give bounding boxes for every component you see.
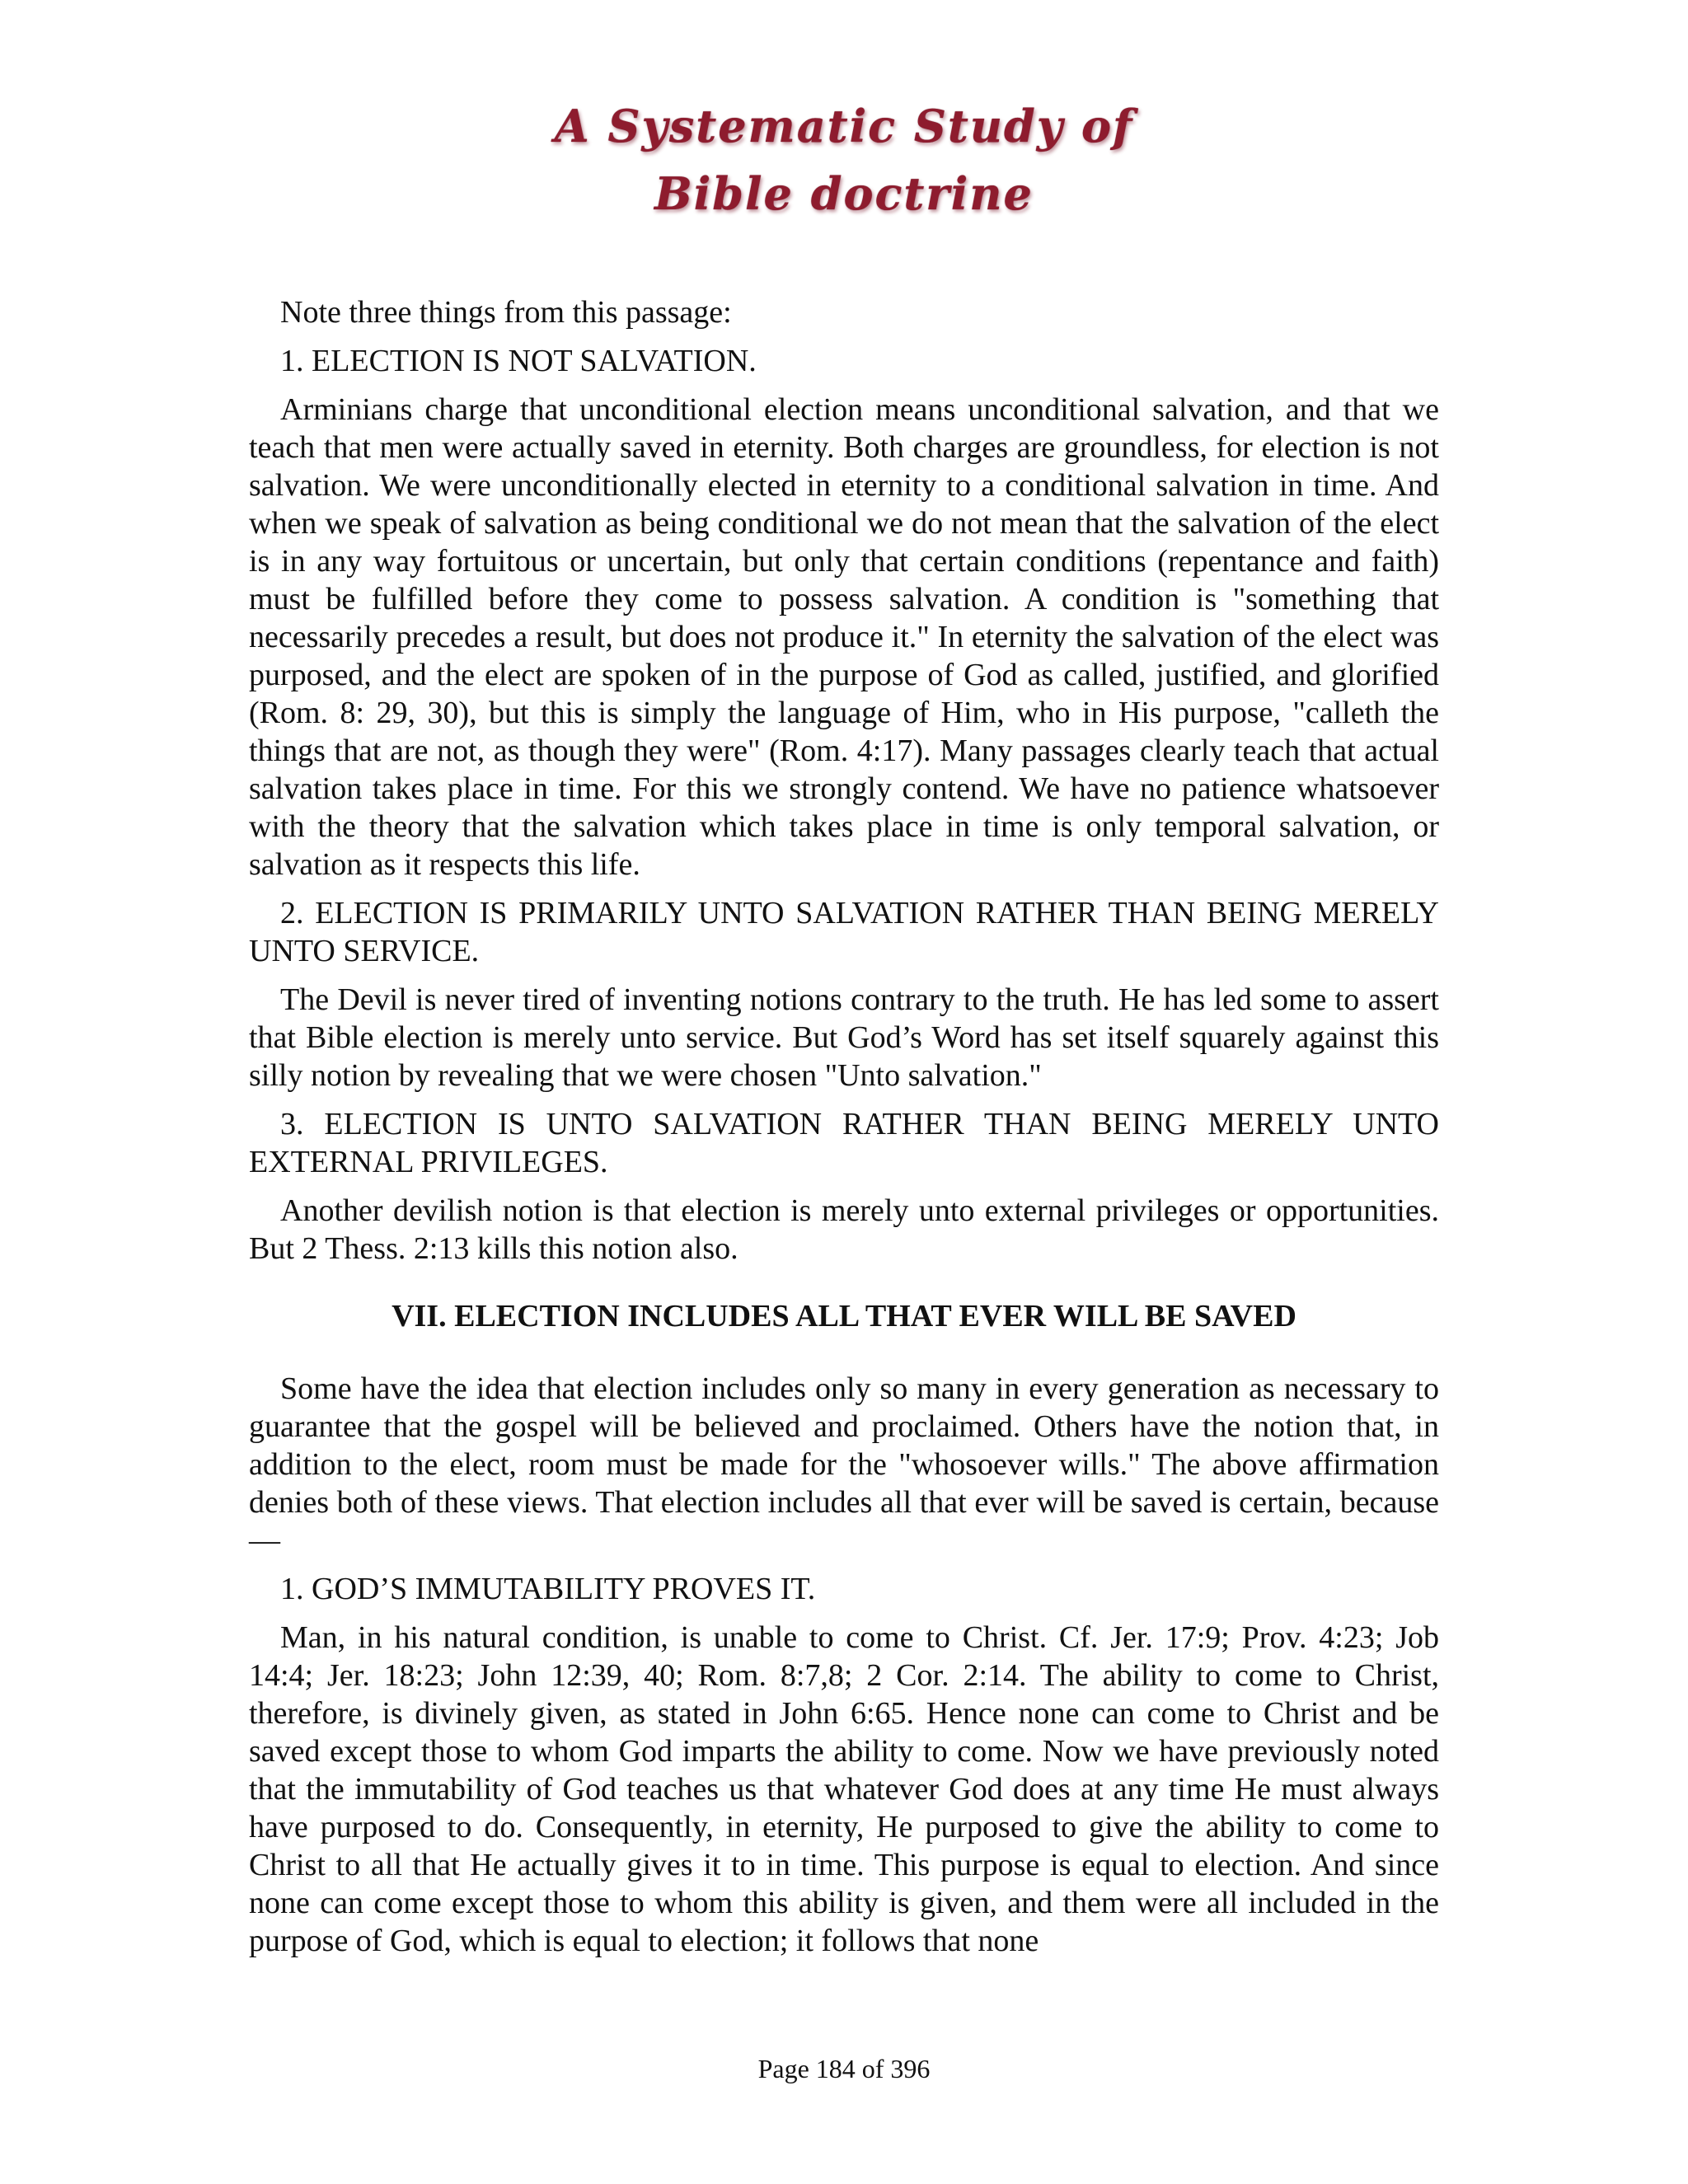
paragraph-devil: The Devil is never tired of inventing notions contrary to the truth. He has led some to assert that Bible election is merely unto service. But God’s Word has set itself squarely against this silly notion by revealing that we were chosen "Unto salvation.": [249, 982, 1439, 1093]
header-title-line-2: Bible doctrine: [654, 167, 1034, 220]
paragraph-natural-condition: Man, in his natural condition, is unable to come to Christ. Cf. Jer. 17:9; Prov. 4:23; Job 14:4; Jer. 18:23; John 12:39, 40; Rom. 8:7,8; 2 Cor. 2:14. The ability to come to Christ, therefore, is divinely given, as stated in John 6:65. Hence none can come to Christ and be saved except those to whom God imparts the ability to come. Now we have previously noted that the immutability of God teaches us that whatever God does at any time He must always have purposed to do. Consequently, in eternity, He purposed to give the ability to come to Christ to all that He actually gives it to in time. This purpose is equal to election. And since none can come except those to whom this ability is given, and them were all included in the purpose of God, which is equal to election; it follows that none: [249, 1620, 1439, 1958]
point-heading-immutability: 1. GOD’S IMMUTABILITY PROVES IT.: [280, 1572, 816, 1606]
paragraph-external-privileges: Another devilish notion is that election is merely unto external privileges or opportunities. But 2 Thess. 2:13 kills this notion also.: [249, 1193, 1439, 1266]
point-heading-1: 1. ELECTION IS NOT SALVATION.: [280, 344, 757, 378]
header-title-line-1: A Systematic Study of: [554, 100, 1134, 152]
document-body: [249, 293, 1439, 1971]
paragraph-some-have-the-idea: Some have the idea that election includes only so many in every generation as necessary to guarantee that the gospel will be believed and proclaimed. Others have the notion that, in addition to the elect, room must be made for the "whosoever wills." The above affirmation denies both of these views. That election includes all that ever will be saved is certain, because—: [249, 1371, 1439, 1558]
document-header-title: [0, 92, 1688, 227]
point-heading-2: 2. ELECTION IS PRIMARILY UNTO SALVATION RATHER THAN BEING MERELY UNTO SERVICE.: [249, 896, 1439, 968]
paragraph-intro: Note three things from this passage:: [280, 295, 732, 330]
point-heading-3: 3. ELECTION IS UNTO SALVATION RATHER THAN BEING MERELY UNTO EXTERNAL PRIVILEGES.: [249, 1107, 1439, 1179]
section-heading: VII. ELECTION INCLUDES ALL THAT EVER WILL BE SAVED: [392, 1299, 1296, 1333]
paragraph-arminians: Arminians charge that unconditional election means unconditional salvation, and that we teach that men were actually saved in eternity. Both charges are groundless, for election is not salvation. We were unconditionally elected in eternity to a conditional salvation in time. And when we speak of salvation as being conditional we do not mean that the salvation of the elect is in any way fortuitous or uncertain, but only that certain conditions (repentance and faith) must be fulfilled before they come to possess salvation. A condition is "something that necessarily precedes a result, but does not produce it." In eternity the salvation of the elect was purposed, and the elect are spoken of in the purpose of God as called, justified, and glorified (Rom. 8: 29, 30), but this is simply the language of Him, who in His purpose, "calleth the things that are not, as though they were" (Rom. 4:17). Many passages clearly teach that actual salvation takes place in time. For this we strongly contend. We have no patience whatsoever with the theory that the salvation which takes place in time is only temporal salvation, or salvation as it respects this life.: [249, 392, 1439, 882]
page-number: Page 184 of 396: [757, 2054, 931, 2083]
